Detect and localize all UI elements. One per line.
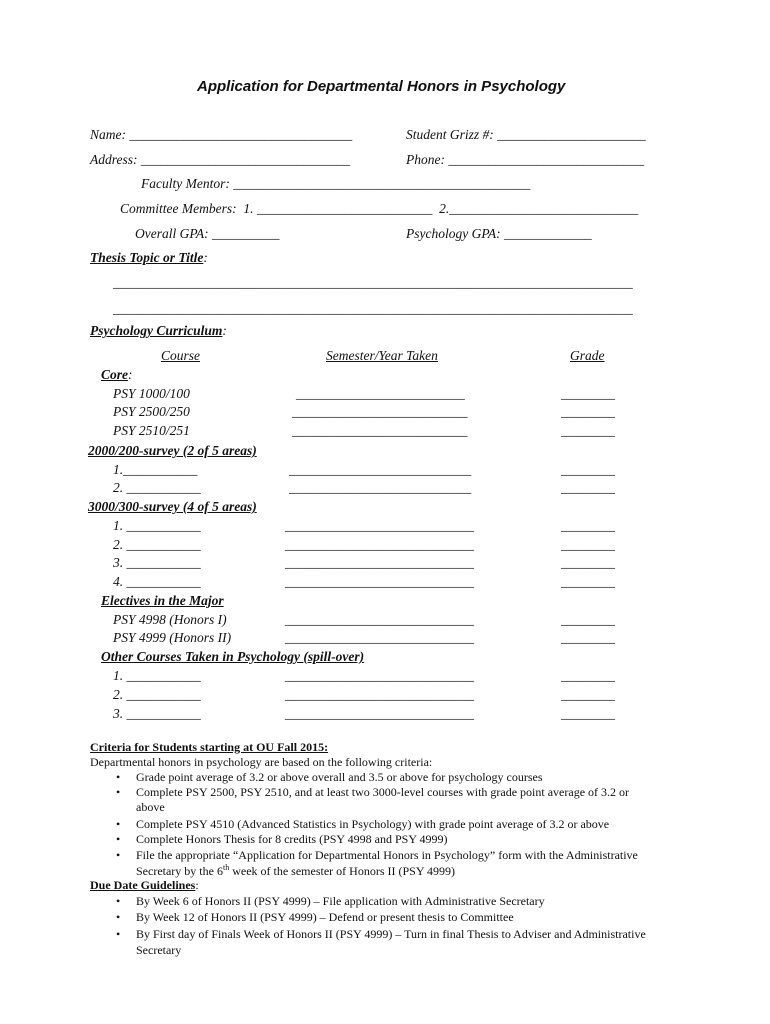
semester-field[interactable]: ____________________________	[285, 668, 474, 683]
grade-field[interactable]: ________	[561, 537, 615, 552]
course-cell: PSY 1000/100	[113, 386, 190, 401]
grade-field[interactable]: ________	[561, 668, 615, 683]
criteria-item: Grade point average of 3.2 or above overall and 3.5 or above for psychology courses	[136, 770, 543, 784]
criteria-item: Complete PSY 4510 (Advanced Statistics in Psychology) with grade point average of 3.2 or above	[136, 817, 610, 831]
mentor-field[interactable]: Faculty Mentor: ____________________________________________	[141, 176, 531, 191]
grade-field[interactable]: ________	[561, 630, 615, 645]
name-field[interactable]: Name: _________________________________	[90, 127, 353, 142]
course-cell[interactable]: 1.___________	[113, 462, 198, 477]
grade-field[interactable]: ________	[561, 404, 615, 419]
course-cell[interactable]: 4. ___________	[113, 574, 201, 589]
bullet-icon: •	[116, 894, 121, 908]
other-courses-heading: Other Courses Taken in Psychology (spill-over)	[101, 649, 365, 664]
grade-field[interactable]: ________	[561, 574, 615, 589]
semester-field[interactable]: ____________________________	[285, 687, 474, 702]
course-cell: PSY 2510/251	[113, 423, 190, 438]
semester-field[interactable]: ____________________________	[285, 555, 474, 570]
semester-field[interactable]: ____________________________	[285, 630, 474, 645]
bullet-icon: •	[116, 817, 121, 831]
bullet-icon: •	[116, 770, 121, 784]
survey200-heading: 2000/200-survey (2 of 5 areas)	[88, 443, 257, 458]
criteria-item: Complete PSY 2500, PSY 2510, and at least two 3000-level courses with grade point average of 3.2 or	[136, 785, 630, 799]
semester-field[interactable]: __________________________	[292, 404, 468, 419]
thesis-line-2[interactable]: _____________________________________________________________________________	[113, 301, 633, 316]
course-cell[interactable]: 2. ___________	[113, 480, 201, 495]
psych-gpa-field[interactable]: Psychology GPA: _____________	[406, 226, 592, 241]
due-heading: Due Date Guidelines:	[90, 878, 199, 892]
address-field[interactable]: Address: _______________________________	[90, 152, 351, 167]
bullet-icon: •	[116, 927, 121, 941]
semester-field[interactable]: ____________________________	[285, 706, 474, 721]
course-cell[interactable]: 2. ___________	[113, 687, 201, 702]
bullet-icon: •	[116, 848, 121, 862]
col-course-header: Course	[161, 348, 201, 363]
grade-field[interactable]: ________	[561, 612, 615, 627]
bullet-icon: •	[116, 785, 121, 799]
course-cell: PSY 2500/250	[113, 404, 190, 419]
bullet-icon: •	[116, 832, 121, 846]
phone-field[interactable]: Phone: _____________________________	[406, 152, 645, 167]
semester-field[interactable]: ____________________________	[285, 612, 474, 627]
course-cell[interactable]: 3. ___________	[113, 555, 201, 570]
semester-field[interactable]: ___________________________	[289, 462, 472, 477]
due-item: By Week 6 of Honors II (PSY 4999) – File application with Administrative Secretary	[136, 894, 545, 908]
criteria-heading: Criteria for Students starting at OU Fall 2015:	[90, 740, 329, 754]
semester-field[interactable]: ____________________________	[285, 518, 474, 533]
grade-field[interactable]: ________	[561, 423, 615, 438]
due-item-cont: Secretary	[136, 943, 182, 957]
criteria-intro: Departmental honors in psychology are based on the following criteria:	[90, 755, 433, 769]
grade-field[interactable]: ________	[561, 518, 615, 533]
grizz-field[interactable]: Student Grizz #: ______________________	[406, 127, 646, 142]
semester-field[interactable]: ____________________________	[285, 574, 474, 589]
thesis-line-1[interactable]: _____________________________________________________________________________	[113, 275, 633, 290]
semester-field[interactable]: ___________________________	[289, 480, 472, 495]
page-title: Application for Departmental Honors in Psychology	[197, 78, 566, 95]
criteria-item-cont: Secretary by the 6th week of the semester of Honors II (PSY 4999)	[136, 863, 456, 878]
grade-field[interactable]: ________	[561, 480, 615, 495]
overall-gpa-field[interactable]: Overall GPA: __________	[135, 226, 280, 241]
col-semester-header: Semester/Year Taken	[326, 348, 438, 363]
electives-heading: Electives in the Major	[101, 593, 224, 608]
due-item: By Week 12 of Honors II (PSY 4999) – Defend or present thesis to Committee	[136, 910, 514, 924]
thesis-heading: Thesis Topic or Title:	[90, 250, 208, 265]
semester-field[interactable]: __________________________	[292, 423, 468, 438]
criteria-item: File the appropriate “Application for Departmental Honors in Psychology” form with the Administrative	[136, 848, 638, 862]
course-cell[interactable]: 2. ___________	[113, 537, 201, 552]
core-heading: Core:	[101, 367, 133, 382]
grade-field[interactable]: ________	[561, 555, 615, 570]
grade-field[interactable]: ________	[561, 386, 615, 401]
col-grade-header: Grade	[570, 348, 605, 363]
grade-field[interactable]: ________	[561, 462, 615, 477]
course-cell: PSY 4999 (Honors II)	[113, 630, 232, 645]
criteria-item: Complete Honors Thesis for 8 credits (PSY 4998 and PSY 4999)	[136, 832, 448, 846]
course-cell[interactable]: 1. ___________	[113, 668, 201, 683]
due-item: By First day of Finals Week of Honors II (PSY 4999) – Turn in final Thesis to Adviser and Administrative	[136, 927, 646, 941]
course-cell[interactable]: 3. ___________	[113, 706, 201, 721]
course-cell[interactable]: 1. ___________	[113, 518, 201, 533]
semester-field[interactable]: _________________________	[296, 386, 465, 401]
survey300-heading: 3000/300-survey (4 of 5 areas)	[88, 499, 257, 514]
curriculum-heading: Psychology Curriculum:	[90, 323, 227, 338]
course-cell: PSY 4998 (Honors I)	[113, 612, 227, 627]
grade-field[interactable]: ________	[561, 706, 615, 721]
semester-field[interactable]: ____________________________	[285, 537, 474, 552]
grade-field[interactable]: ________	[561, 687, 615, 702]
criteria-item-cont: above	[136, 800, 165, 814]
bullet-icon: •	[116, 910, 121, 924]
committee-field[interactable]: Committee Members: 1. __________________________ 2.____________________________	[120, 201, 639, 216]
